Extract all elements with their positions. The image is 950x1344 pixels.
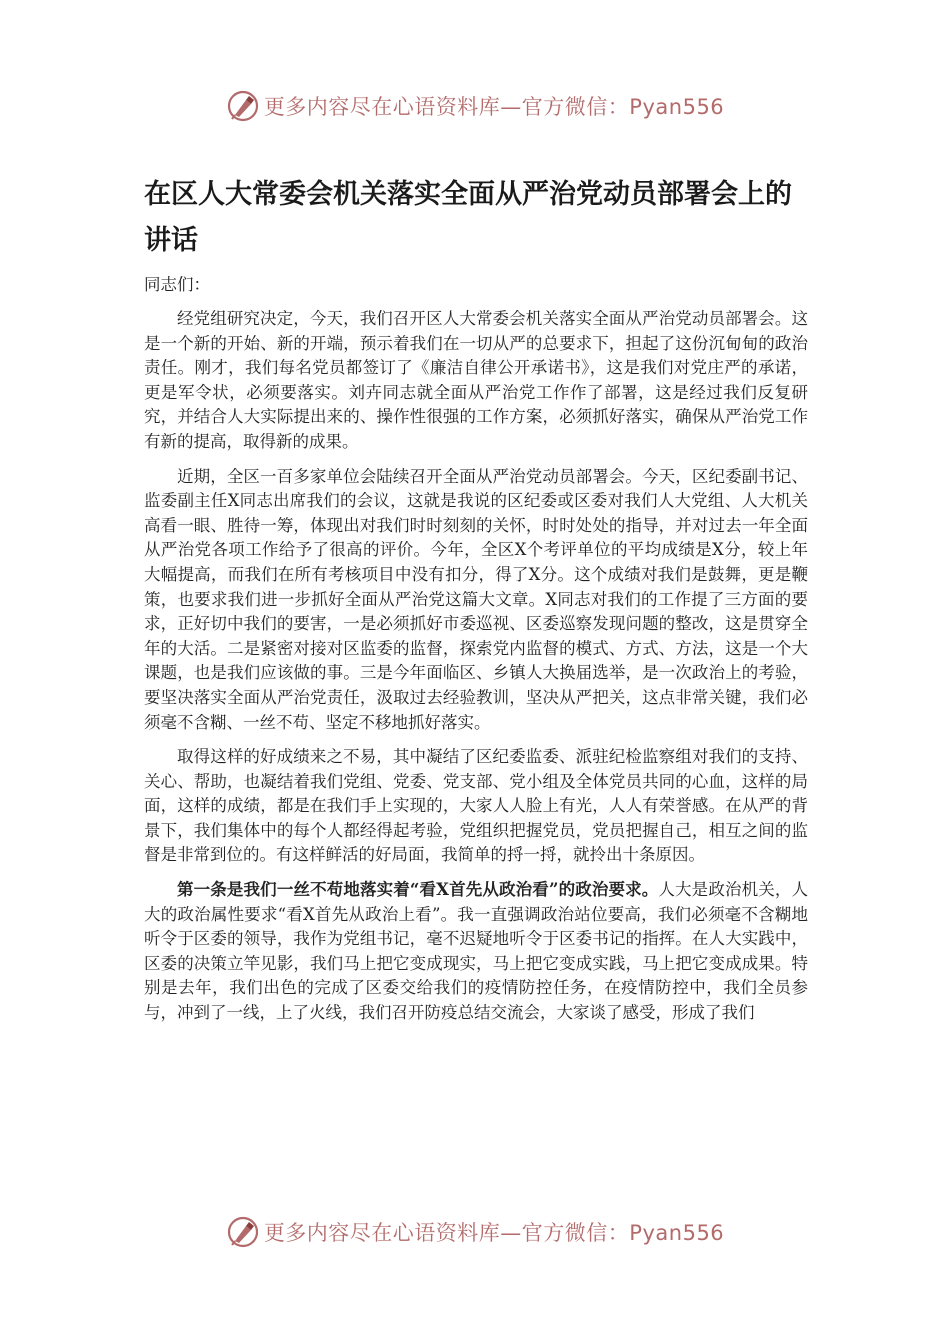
paragraph: 取得这样的好成绩来之不易，其中凝结了区纪委监委、派驻纪检监察组对我们的支持、关心、帮助，也凝结着我们党组、党委、党支部、党小组及全体党员共同的心血，这样的局面，这样的成绩，都是在我们手上实现的，大家人人脸上有光，人人有荣誉感。在从严的背景下，我们集体中的每个人都经得起考验，党组织把握党员，党员把握自己，相互之间的监督是非常到位的。有这样鲜活的好局面，我简单的捋一捋，就拎出十条原因。: [144, 747, 808, 865]
document-body: [144, 172, 809, 1023]
paragraph: 经党组研究决定，今天，我们召开区人大常委会机关落实全面从严治党动员部署会。这是一个新的开始、新的开端，预示着我们在一切从严的总要求下，担起了这份沉甸甸的政治责任。刚才，我们每名党员都签订了《廉洁自律公开承诺书》，这是我们对党庄严的承诺，更是军令状，必须要落实。刘卉同志就全面从严治党工作作了部署，这是经过我们反复研究，并结合人大实际提出来的、操作性很强的工作方案，必须抓好落实，确保从严治党工作有新的提高，取得新的成果。: [144, 309, 808, 451]
watermark-text: 更多内容尽在心语资料库—官方微信：Pyan556: [263, 1221, 725, 1245]
watermark-text: 更多内容尽在心语资料库—官方微信：Pyan556: [263, 95, 725, 119]
document-title: 在区人大常委会机关落实全面从严治党动员部署会上的讲话: [144, 179, 792, 256]
pen-nib-logo-icon: [226, 1215, 260, 1249]
watermark-header: [0, 86, 950, 126]
paragraph-first-reason: [144, 878, 809, 1023]
paragraph-body-text: 人大是政治机关，人大的政治属性要求“看X首先从政治上看”。我一直强调政治站位要高，我们必须毫不含糊地听令于区委的领导，我作为党组书记，毫不迟疑地听令于区委书记的指挥。在人大实践中，区委的决策立竿见影，我们马上把它变成现实，马上把它变成实践，马上把它变成成果。特别是去年，我们出色的完成了区委交给我们的疫情防控任务，在疫情防控中，我们全员参与，冲到了一线，上了火线，我们召开防疫总结交流会，大家谈了感受，形成了我们: [144, 880, 809, 1023]
watermark-footer: [0, 1212, 950, 1252]
paragraph-lead-sentence: 第一条是我们一丝不苟地落实着“看X首先从政治看”的政治要求。: [177, 880, 659, 900]
pen-nib-logo-icon: [226, 89, 260, 123]
paragraph: 近期，全区一百多家单位会陆续召开全面从严治党动员部署会。今天，区纪委副书记、监委副主任X同志出席我们的会议，这就是我说的区纪委或区委对我们人大党组、人大机关高看一眼、胜待一筹，体现出对我们时时刻刻的关怀，时时处处的指导，并对过去一年全面从严治党各项工作给予了很高的评价。今年，全区X个考评单位的平均成绩是X分，较上年大幅提高，而我们在所有考核项目中没有扣分，得了X分。这个成绩对我们是鼓舞，更是鞭策，也要求我们进一步抓好全面从严治党这篇大文章。X同志对我们的工作提了三方面的要求，正好切中我们的要害，一是必须抓好市委巡视、区委巡察发现问题的整改，这是贯穿全年的大活。二是紧密对接对区监委的监督，探索党内监督的模式、方式、方法，这是一个大课题，也是我们应该做的事。三是今年面临区、乡镇人大换届选举，是一次政治上的考验，要坚决落实全面从严治党责任，汲取过去经验教训，坚决从严把关，这点非常关键，我们必须毫不含糊、一丝不苟、坚定不移地抓好落实。: [144, 466, 808, 732]
salutation: 同志们：: [144, 275, 210, 294]
